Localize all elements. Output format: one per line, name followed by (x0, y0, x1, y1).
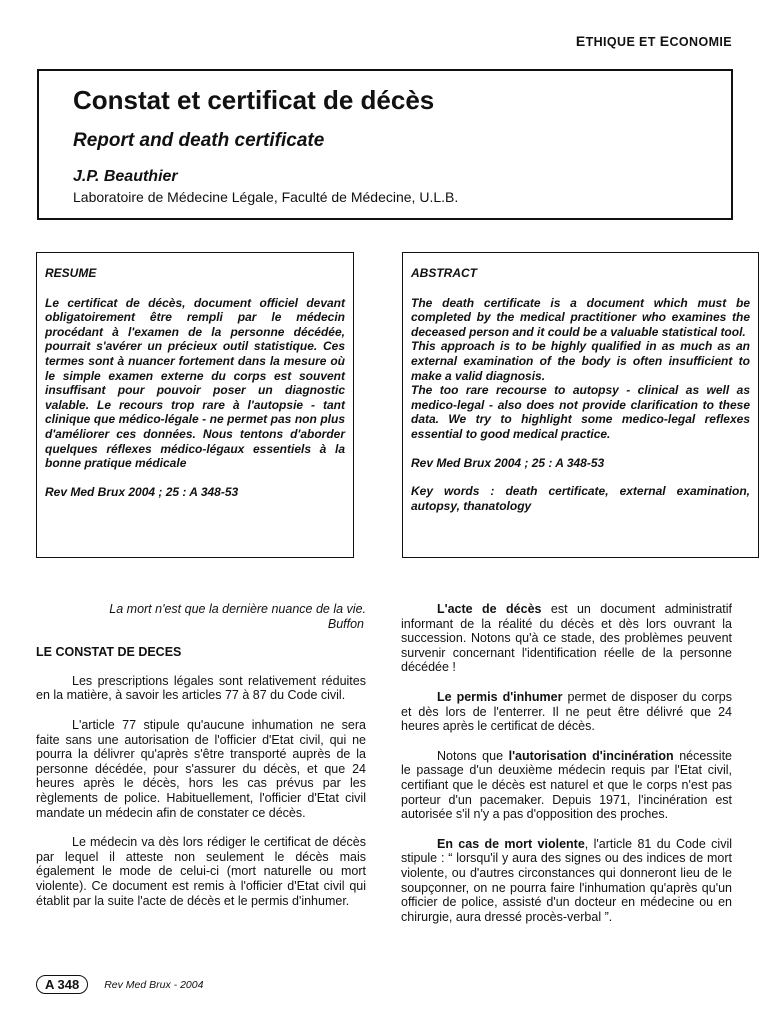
paragraph-text: est un document administratif informant de la réalité du décès et dès lors ouvrant la succession. Notons qu'à ce stade, des problèmes peuvent survenir concernant l'identification réelle de la personne décédée ! (401, 602, 732, 675)
abstract-body-3: The too rare recourse to autopsy - clinical as well as medico-legal - also does not provide clarification to these data. We try to highlight some medico-legal reflexes essential to good medical practice. (411, 383, 750, 441)
resume-box (36, 252, 354, 558)
term-permis-dinhumer: Le permis d'inhumer (437, 689, 563, 704)
article-title: Constat et certificat de décès (73, 85, 435, 115)
paragraph (401, 602, 732, 675)
section-header (576, 33, 732, 49)
section-header-initial: E (575, 33, 586, 49)
article-affiliation: Laboratoire de Médecine Légale, Faculté de Médecine, U.L.B. (73, 189, 459, 205)
section-header-initial: E (659, 33, 670, 49)
page-number-badge: A 348 (36, 975, 88, 994)
epigraph-quote: La mort n'est que la dernière nuance de la vie. (109, 602, 366, 616)
paragraph-text: Notons que (437, 748, 509, 763)
abstract-box (402, 252, 759, 558)
paragraph-text: nécessite le passage d'un deuxième médecin requis par l'Etat civil, certifiant que le décès est naturel et que le corps n'est pas porteur d'un pacemaker. Depuis 1971, l'incinération est autorisée s'il n'y a pas d'opposition des proches. (401, 748, 733, 822)
section-header-word: THIQUE (585, 35, 636, 49)
article-subtitle: Report and death certificate (73, 130, 325, 151)
right-column (401, 602, 732, 939)
term-mort-violente: En cas de mort violente (437, 836, 585, 851)
term-autorisation-incineration: l'autorisation d'incinération (508, 748, 674, 763)
resume-heading: RESUME (45, 266, 97, 280)
paragraph: Le médecin va dès lors rédiger le certificat de décès par lequel il atteste non seulement le décès mais également le mode de celui-ci (mort naturelle ou mort violente). Ce document est remis à l'officier d'Etat civil qui établit par la suite l'acte de décès et le permis d'inhumer. (36, 835, 366, 908)
section-header-sep: ET (635, 35, 660, 49)
journal-name: Rev Med Brux - 2004 (104, 978, 204, 991)
abstract-heading: ABSTRACT (411, 266, 477, 280)
resume-body: Le certificat de décès, document officiel devant obligatoirement être rempli par le médecin procédant à l'examen de la personne décédée, pourrait s'avérer un précieux outil statistique. Ces termes sont à nuancer fortement dans la mesure où le simple examen externe du corps est souvent insuffisant pour pouvoir poser un diagnostic valable. Le recours trop rare à l'autopsie - tant clinique que médico-légale - ne permet pas non plus d'améliorer ces données. Nous tentons d'aborder quelques réflexes médico-légaux essentiels à la bonne pratique médicale (45, 295, 345, 471)
title-box (37, 69, 733, 220)
abstract-body-2: This approach is to be highly qualified in as much as an external examination of the body is often insufficient to make a valid diagnosis. (411, 339, 750, 383)
epigraph (36, 602, 366, 631)
section-title: LE CONSTAT DE DECES (36, 645, 182, 660)
paragraph (401, 690, 732, 734)
abstract-body-1: The death certificate is a document which must be completed by the medical practitioner who examines the deceased person and it could be a valuable statistical tool. (411, 295, 750, 339)
paragraph (401, 837, 732, 925)
section-header-word: CONOMIE (669, 35, 732, 49)
paragraph-text: permet de disposer du corps et dès lors de l'enterrer. Il ne peut être délivré que 24 heures après le certificat de décès. (401, 689, 733, 734)
article-author: J.P. Beauthier (73, 168, 178, 185)
paragraph-text: , l'article 81 du Code civil stipule : “ lorsqu'il y aura des signes ou des indices de mort violente, ou d'autres circonstances qui donneront lieu de le soupçonner, on ne pourra faire l'inhumation qu'après qu'un officier de police, assisté d'un docteur en médecine ou en chirurgie, aura dressé procès-verbal ”. (401, 836, 732, 924)
resume-citation: Rev Med Brux 2004 ; 25 : A 348-53 (45, 484, 239, 499)
paragraph (401, 749, 732, 822)
abstract-citation: Rev Med Brux 2004 ; 25 : A 348-53 (411, 455, 605, 470)
epigraph-author: Buffon (327, 616, 364, 631)
page-footer (36, 975, 203, 994)
paragraph: L'article 77 stipule qu'aucune inhumation ne sera faite sans une autorisation de l'officier d'Etat civil, qui ne pourra la délivrer qu'après s'être transporté auprès de la personne décédée, pour s'assurer du décès, et que 24 heures après le décès, hors les cas prévus par les règlements de police. Habituellement, l'officier d'Etat civil mandate un médecin afin de constater ce décès. (36, 717, 366, 820)
term-acte-de-deces: L'acte de décès (437, 602, 542, 616)
abstract-keywords: Key words : death certificate, external examination, autopsy, thanatology (411, 484, 750, 513)
left-column (36, 602, 366, 923)
paragraph: Les prescriptions légales sont relativement réduites en la matière, à savoir les articles 77 à 87 du Code civil. (36, 673, 366, 703)
